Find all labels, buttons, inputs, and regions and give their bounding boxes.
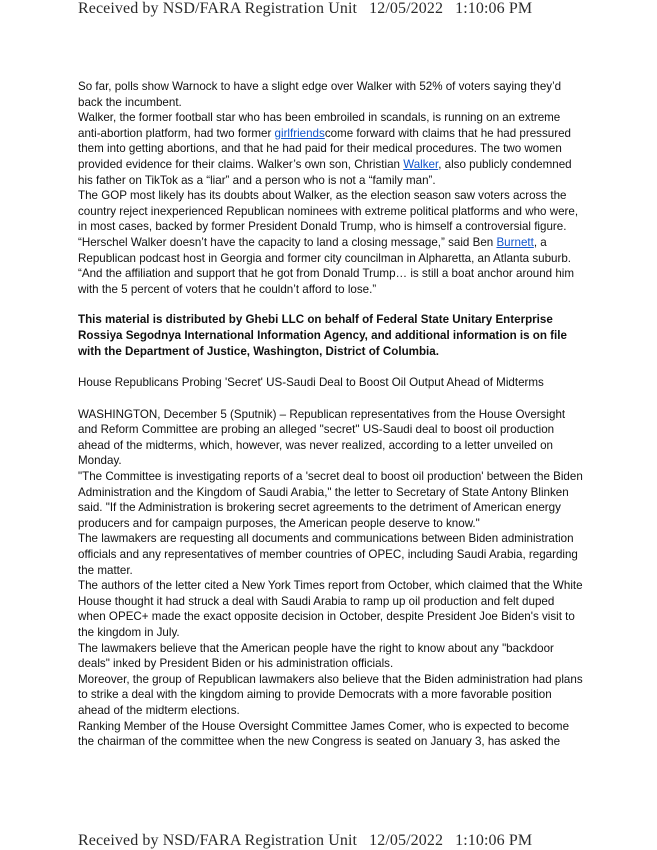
text-segment: , a Republican podcast host in Georgia and former city councilman in Alpharetta, an Atlanta suburb. “And the affiliation and support that he got from Donald Trump… is still a boat anchor around him with the 5 percent of voters that he couldn’t afford to lose.”	[78, 235, 575, 296]
article2-paragraph-6: Moreover, the group of Republican lawmakers also believe that the Biden administration had plans to strike a deal with the kingdom aiming to provide Democrats with a more favorable position ahead of the midterm elections.	[78, 672, 583, 717]
article1-paragraph-1: So far, polls show Warnock to have a slight edge over Walker with 52% of voters saying they’d back the incumbent.	[78, 80, 562, 109]
article2-paragraph-1: WASHINGTON, December 5 (Sputnik) – Republican representatives from the House Oversight and Reform Committee are probing an alleged "secret" US-Saudi deal to boost oil production ahead of the midterms, which, however, was never realized, according to a letter unveiled on Monday.	[78, 407, 566, 468]
stamp-date: 12/05/2022	[369, 0, 444, 17]
text-segment: “Herschel Walker doesn’t have the capacity to land a closing message,” said Ben	[78, 235, 497, 249]
stamp-time: 1:10:06 PM	[455, 0, 533, 17]
article1-paragraph-4	[78, 235, 583, 297]
girlfriends-link[interactable]: girlfriends	[274, 126, 325, 140]
text-segment: Walker, the former football star who has been embroiled in scandals, is running on an extreme anti-abortion platform, had two former	[78, 111, 561, 140]
walker-link[interactable]: Walker	[403, 157, 439, 171]
fara-footer-stamp	[0, 832, 657, 850]
article2-paragraph-5: The lawmakers believe that the American people have the right to know about any "backdoor deals" inked by President Biden or his administration officials.	[78, 641, 554, 671]
document-body	[78, 79, 583, 750]
text-segment: , also publicly condemned his father on TikTok as a “liar” and a person who is not a “family man”.	[78, 157, 572, 187]
stamp-text: Received by NSD/FARA Registration Unit	[78, 0, 358, 17]
article2-headline: House Republicans Probing 'Secret' US-Saudi Deal to Boost Oil Output Ahead of Midterms	[78, 376, 544, 390]
article1-paragraph-2	[78, 110, 583, 188]
stamp-date: 12/05/2022	[369, 832, 444, 849]
text-segment: come forward with claims that he had pressured them into getting abortions, and that he had paid for their medical procedures. The two women provided evidence for their claims. Walker’s own son, Christian	[78, 126, 571, 171]
article2-paragraph-3: The lawmakers are requesting all documents and communications between Biden administration officials and any representatives of member countries of OPEC, including Saudi Arabia, regarding the matter.	[78, 532, 578, 577]
fara-header-stamp	[0, 0, 657, 18]
article2-paragraph-2: "The Committee is investigating reports of a 'secret deal to boost oil production' between the Biden Administration and the Kingdom of Saudi Arabia," the letter to Secretary of State Antony Blinken said. "If the Administration is brokering secret agreements to the detriment of American energy producers and for campaign purposes, the American people deserve to know."	[78, 470, 583, 530]
stamp-text: Received by NSD/FARA Registration Unit	[78, 832, 358, 849]
fara-disclosure-notice: This material is distributed by Ghebi LLC on behalf of Federal State Unitary Enterprise Rossiya Segodnya International Information Agency, and additional information is on file with the Department of Justice, Washington, District of Columbia.	[78, 313, 567, 358]
burnett-link[interactable]: Burnett	[496, 235, 534, 249]
article1-paragraph-3: The GOP most likely has its doubts about Walker, as the election season saw voters across the country reject inexperienced Republican nominees with extreme political platforms and who were, in most cases, backed by former President Donald Trump, who is himself a controversial figure.	[78, 189, 579, 234]
stamp-time: 1:10:06 PM	[455, 832, 533, 849]
article2-paragraph-4: The authors of the letter cited a New York Times report from October, which claimed that the White House thought it had struck a deal with Saudi Arabia to ramp up oil production and felt duped when OPEC+ made the exact opposite decision in October, despite President Joe Biden's visit to the kingdom in July.	[78, 579, 583, 639]
article2-paragraph-7: Ranking Member of the House Oversight Committee James Comer, who is expected to become the chairman of the committee when the new Congress is seated on January 3, has asked the	[78, 719, 570, 749]
